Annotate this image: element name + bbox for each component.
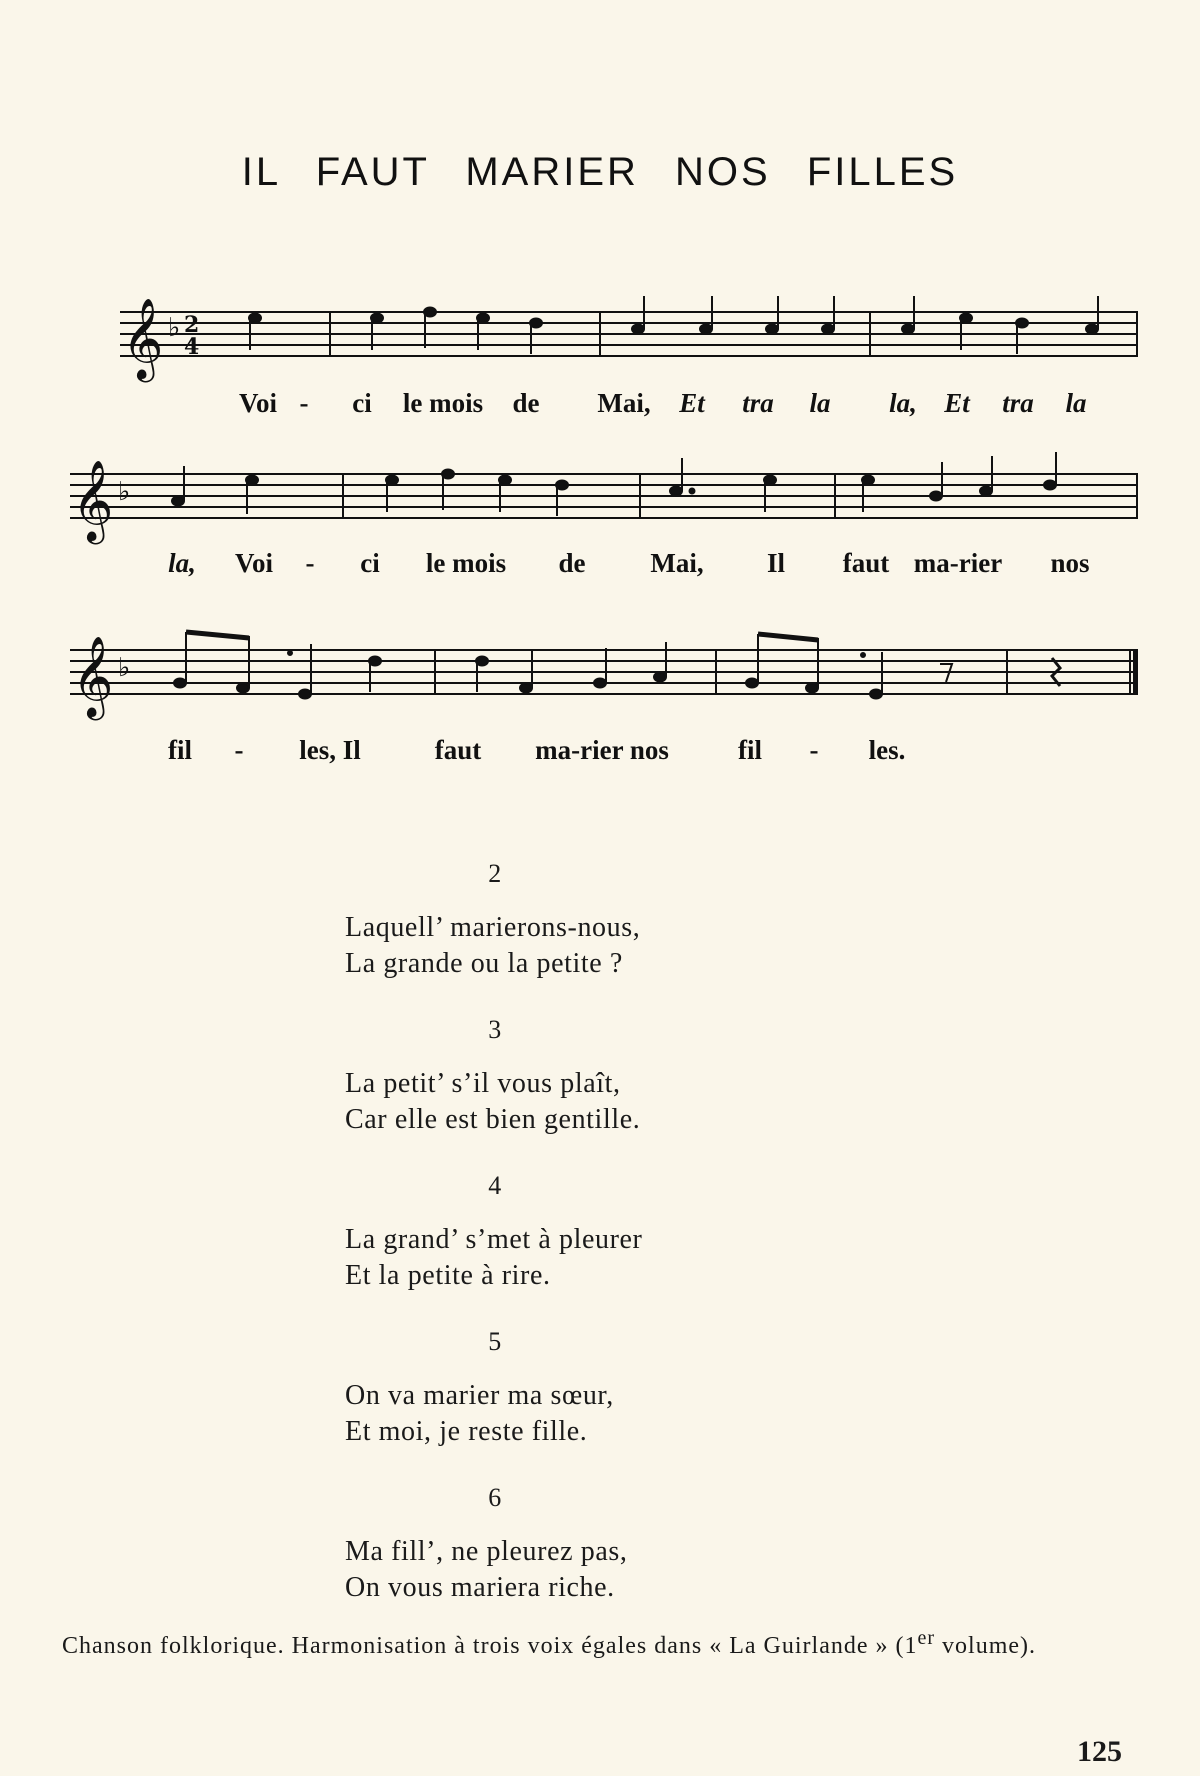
lyric-syllable: fil [168, 735, 192, 765]
lyric-syllable: tra [1002, 388, 1034, 418]
verse-line: Et la petite à rire. [345, 1260, 551, 1291]
lyric-syllable: Mai, [597, 388, 651, 418]
verse-number: 6 [488, 1483, 502, 1512]
lyric-syllable: - [305, 548, 315, 578]
lyrics-line-2 [0, 548, 1200, 588]
staff-1 [60, 282, 1140, 392]
verse-number: 4 [488, 1171, 502, 1200]
verse-line: On vous mariera riche. [345, 1572, 615, 1603]
lyric-syllable: Il [766, 548, 786, 578]
lyric-syllable: nos [1050, 548, 1090, 578]
lyric-syllable: faut [434, 735, 482, 765]
svg-text:♭: ♭ [118, 477, 131, 507]
staff-3 [60, 622, 1140, 732]
verse-number: 5 [488, 1327, 502, 1356]
verse-line: Laquell’ marierons-nous, [345, 912, 641, 943]
lyric-syllable: Mai, [650, 548, 704, 578]
verse-line: Ma fill’, ne pleurez pas, [345, 1536, 628, 1567]
svg-text:𝄞: 𝄞 [72, 635, 114, 717]
lyric-syllable: le mois [402, 388, 484, 418]
verse-line: La grand’ s’met à pleurer [345, 1224, 643, 1255]
footnote-superscript: er [917, 1627, 936, 1649]
lyric-syllable: - [809, 735, 819, 765]
svg-text:4: 4 [184, 334, 200, 360]
lyric-syllable: fil [738, 735, 762, 765]
lyric-syllable: de [512, 388, 540, 418]
footnote [62, 1625, 1137, 1659]
verse [345, 856, 905, 982]
lyric-syllable: tra [742, 388, 774, 418]
svg-text:2: 2 [184, 312, 200, 338]
lyric-syllable: ci [360, 548, 380, 578]
lyric-syllable: ma-rier nos [535, 735, 669, 765]
lyrics-line-1 [0, 388, 1200, 428]
staff-2 [60, 438, 1140, 548]
verse-line: On va marier ma sœur, [345, 1380, 614, 1411]
lyric-syllable: ci [352, 388, 372, 418]
footnote-text: Chanson folklorique. Harmonisation à trois voix égales dans « La Guirlande » (1 [62, 1633, 918, 1659]
lyric-syllable: Et [944, 388, 970, 418]
lyric-syllable: la, [889, 388, 917, 418]
verse-number: 2 [488, 859, 502, 888]
song-title: IL FAUT MARIER NOS FILLES [241, 150, 959, 194]
lyric-syllable: la [809, 388, 831, 418]
lyric-syllable: Et [679, 388, 705, 418]
lyric-syllable: faut [842, 548, 890, 578]
verse-line: La petit’ s’il vous plaît, [345, 1068, 621, 1099]
footnote-tail: volume). [935, 1633, 1037, 1659]
lyric-syllable: de [558, 548, 586, 578]
verse [345, 1168, 905, 1294]
lyric-syllable: - [234, 735, 244, 765]
verse-line: Et moi, je reste fille. [345, 1416, 588, 1447]
svg-text:♭: ♭ [168, 313, 181, 343]
lyric-syllable: la, [168, 548, 196, 578]
lyric-syllable: - [299, 388, 309, 418]
svg-text:𝄞: 𝄞 [122, 297, 164, 379]
lyrics-line-3 [0, 735, 1200, 775]
lyric-syllable: les. [868, 735, 906, 765]
lyric-syllable: la [1065, 388, 1087, 418]
verses [345, 856, 905, 1636]
lyric-syllable: Voi [238, 388, 278, 418]
verse [345, 1012, 905, 1138]
verse-number: 3 [488, 1015, 502, 1044]
verse-line: La grande ou la petite ? [345, 948, 623, 979]
svg-text:𝄞: 𝄞 [72, 459, 114, 541]
svg-text:♭: ♭ [118, 653, 131, 683]
verse [345, 1480, 905, 1606]
lyric-syllable: ma-rier [913, 548, 1003, 578]
lyric-syllable: les, Il [299, 735, 361, 765]
lyric-syllable: le mois [425, 548, 507, 578]
verse [345, 1324, 905, 1450]
lyric-syllable: Voi [234, 548, 274, 578]
page-number: 125 [1077, 1735, 1122, 1768]
verse-line: Car elle est bien gentille. [345, 1104, 641, 1135]
